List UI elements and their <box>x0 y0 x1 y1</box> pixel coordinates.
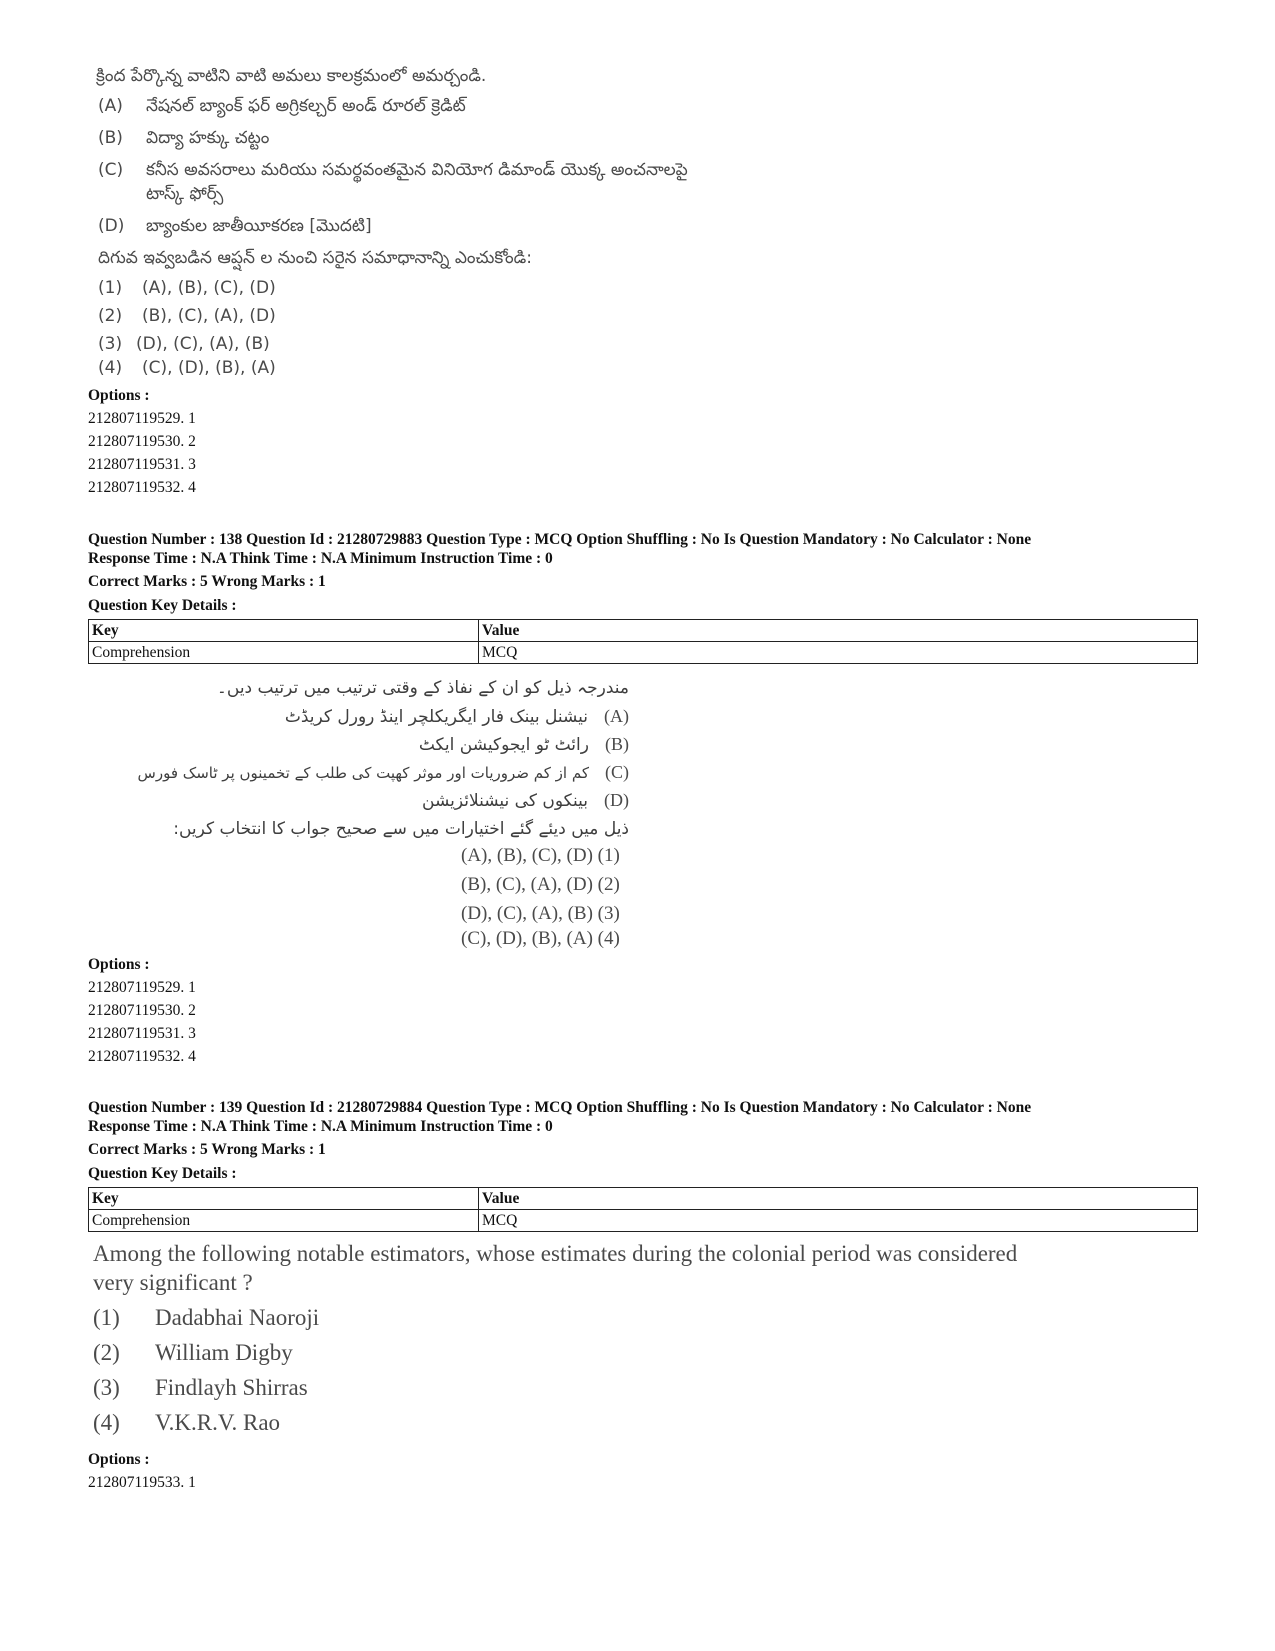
q139-header-line2: Response Time : N.A Think Time : N.A Minimum Instruction Time : 0 <box>88 1118 553 1135</box>
q138-stem: مندرجہ ذیل کو ان کے نفاذ کے وقتی ترتیب میں ترتیب دیں۔ <box>216 678 629 698</box>
q137-instruction: దిగువ ఇవ్వబడిన ఆప్షన్ ల నుంచి సరైన సమాధానాన్ని ఎంచుకోండి: <box>98 248 532 268</box>
q138-item: (B)رائٹ ٹو ایجوکیشن ایکٹ <box>418 734 629 755</box>
q137-option: 212807119531. 3 <box>88 456 196 473</box>
table-header-key: Key <box>89 1188 479 1210</box>
q138-marks: Correct Marks : 5 Wrong Marks : 1 <box>88 573 326 590</box>
q138-choice: (C), (D), (B), (A) (4) <box>461 928 620 949</box>
q137-option: 212807119530. 2 <box>88 433 196 450</box>
q138-option: 212807119531. 3 <box>88 1025 196 1042</box>
table-cell-key: Comprehension <box>89 642 479 664</box>
q138-instruction: ذیل میں دیئے گئے اختیارات میں سے صحیح جواب کا انتخاب کریں: <box>173 819 629 839</box>
q137-option: 212807119532. 4 <box>88 479 196 496</box>
q138-item: (A)نیشنل بینک فار ایگریکلچر اینڈ رورل کریڈٹ <box>284 706 629 727</box>
q139-marks: Correct Marks : 5 Wrong Marks : 1 <box>88 1141 326 1158</box>
q138-item: (D)بینکوں کی نیشنلائزیشن <box>422 790 629 811</box>
q138-options-label: Options : <box>88 956 150 973</box>
table-header-row <box>89 620 1198 642</box>
q139-stem-line2: very significant ? <box>93 1270 253 1295</box>
table-header-row <box>89 1188 1198 1210</box>
table-header-value: Value <box>479 620 1198 642</box>
q138-item: (C)کم از کم ضروریات اور موثر کھپت کی طلب کے تخمینوں پر ٹاسک فورس <box>137 762 629 782</box>
q137-choice: (4) (C), (D), (B), (A) <box>98 358 276 378</box>
q139-key-table <box>88 1187 1198 1232</box>
q137-choice: (3) (D), (C), (A), (B) <box>98 334 270 354</box>
q139-choice: (4) V.K.R.V. Rao <box>93 1410 281 1435</box>
q137-item: (A) నేషనల్ బ్యాంక్ ఫర్ అగ్రికల్చర్ అండ్ రూరల్ క్రెడిట్ <box>98 96 466 116</box>
q137-item: (C) కనీస అవసరాలు మరియు సమర్థవంతమైన వినియోగ డిమాండ్ యొక్క అంచనాలపై <box>98 160 688 180</box>
q139-stem-line1: Among the following notable estimators, whose estimates during the colonial period was considered <box>93 1241 1018 1266</box>
q139-choice: (2) William Digby <box>93 1340 293 1365</box>
q138-header-line2: Response Time : N.A Think Time : N.A Minimum Instruction Time : 0 <box>88 550 553 567</box>
table-cell-key: Comprehension <box>89 1210 479 1232</box>
table-row <box>89 642 1198 664</box>
q138-option: 212807119529. 1 <box>88 979 196 996</box>
q138-option: 212807119532. 4 <box>88 1048 196 1065</box>
table-row <box>89 1210 1198 1232</box>
q138-key-details-label: Question Key Details : <box>88 597 237 614</box>
q139-key-details-label: Question Key Details : <box>88 1165 237 1182</box>
table-cell-value: MCQ <box>479 1210 1198 1232</box>
q137-options-label: Options : <box>88 387 150 404</box>
q137-item-continuation: టాస్క్ ఫోర్స్ <box>146 184 224 204</box>
q137-item: (D) బ్యాంకుల జాతీయీకరణ [మొదటి] <box>98 216 372 236</box>
q139-choice: (1) Dadabhai Naoroji <box>93 1305 320 1330</box>
q139-choice: (3) Findlayh Shirras <box>93 1375 308 1400</box>
q137-stem: క్రింద పేర్కొన్న వాటిని వాటి అమలు కాలక్రమంలో అమర్చండి. <box>96 66 487 86</box>
table-cell-value: MCQ <box>479 642 1198 664</box>
q138-header-line1: Question Number : 138 Question Id : 21280729883 Question Type : MCQ Option Shuffling : No Is Question Mandatory : No Calculator : None <box>88 531 1032 548</box>
q138-choice: (D), (C), (A), (B) (3) <box>461 903 620 924</box>
q137-choice: (2) (B), (C), (A), (D) <box>98 306 276 326</box>
q138-key-table <box>88 619 1198 664</box>
q137-choice: (1) (A), (B), (C), (D) <box>98 278 276 298</box>
q139-header-line1: Question Number : 139 Question Id : 21280729884 Question Type : MCQ Option Shuffling : No Is Question Mandatory : No Calculator : None <box>88 1099 1032 1116</box>
q137-option: 212807119529. 1 <box>88 410 196 427</box>
q139-option: 212807119533. 1 <box>88 1474 196 1491</box>
q137-item: (B) విద్యా హక్కు చట్టం <box>98 128 270 148</box>
table-header-value: Value <box>479 1188 1198 1210</box>
table-header-key: Key <box>89 620 479 642</box>
q139-options-label: Options : <box>88 1451 150 1468</box>
q138-choice: (B), (C), (A), (D) (2) <box>461 874 620 895</box>
q138-option: 212807119530. 2 <box>88 1002 196 1019</box>
q138-choice: (A), (B), (C), (D) (1) <box>461 845 620 866</box>
